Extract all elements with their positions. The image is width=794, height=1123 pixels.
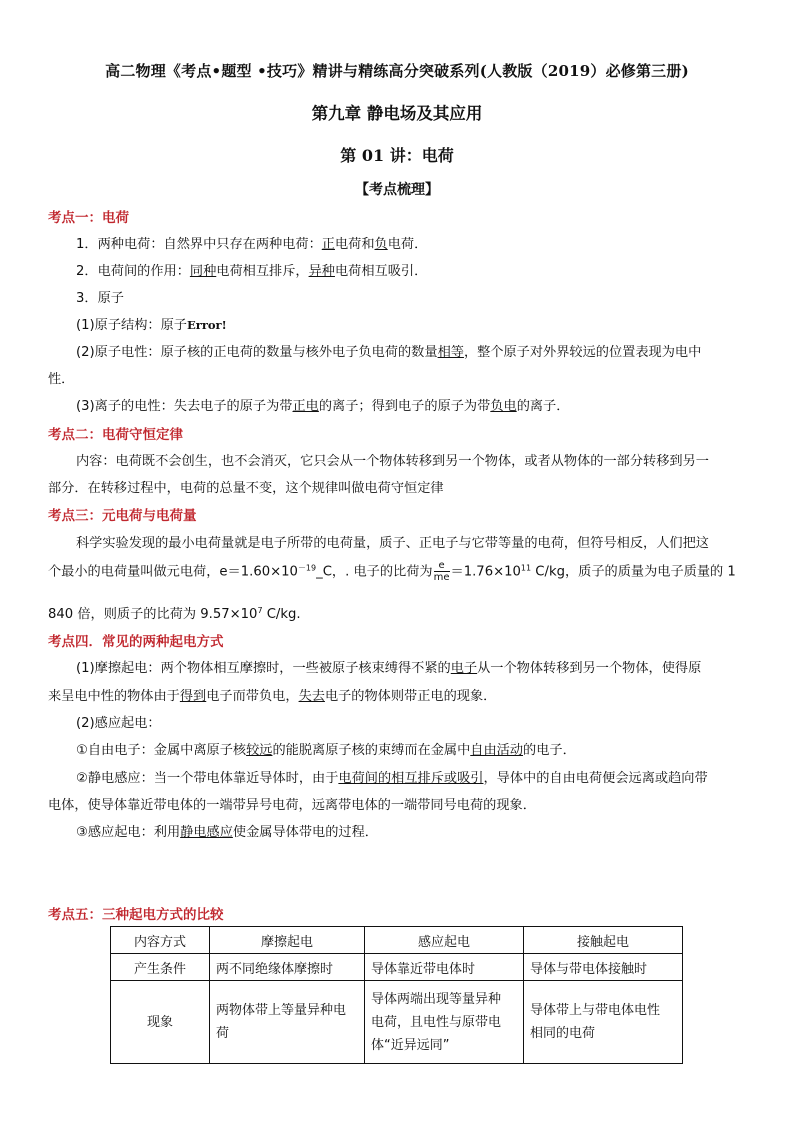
- kp3-line1: 科学实验发现的最小电荷量就是电子所带的电荷量，质子、正电子与它带等量的电荷，但符号相反，人们把这: [76, 536, 709, 551]
- kp4-heading: 考点四．常见的两种起电方式: [48, 634, 224, 650]
- table-header-cell: 感应起电: [365, 927, 524, 954]
- table-header-cell: 摩擦起电: [210, 927, 365, 954]
- chapter-title: 第九章 静电场及其应用: [311, 104, 483, 123]
- series-title: 高二物理《考点•题型 •技巧》精讲与精练高分突破系列(人教版（2019）必修第三册): [105, 62, 689, 80]
- table-header-row: [111, 927, 683, 954]
- table-cell: 产生条件: [111, 954, 210, 981]
- kp4-line5: ②静电感应：当一个带电体靠近导体时，由于电荷间的相互排斥或吸引，导体中的自由电荷便会远离或趋向带: [76, 771, 708, 786]
- kp5-heading: 考点五：三种起电方式的比较: [48, 907, 224, 923]
- kp4-line4: ①自由电子：金属中离原子核较远的能脱离原子核的束缚而在金属中自由活动的电子．: [76, 743, 576, 758]
- kp1-line2: 2．电荷间的作用：同种电荷相互排斥，异种电荷相互吸引．: [76, 264, 428, 279]
- kp1-line6: 性．: [48, 372, 75, 387]
- kp3-line2: 个最小的电荷量叫做元电荷，$e=1.60\times 10^{-19}\_C$，. 电子的比荷为 $\frac{e}{me}$ $=1.76\times 10^{11}$ C/kg，质子的质量为电子质量的 1: [48, 560, 736, 583]
- table-cell: 现象: [111, 981, 210, 1064]
- kp1-line5: (2)原子电性：原子核的正电荷的数量与核外电子负电荷的数量相等，整个原子对外界较远的位置表现为电中: [76, 345, 702, 360]
- table-header-cell: 内容方式: [111, 927, 210, 954]
- table-cell: 两不同绝缘体摩擦时: [210, 954, 365, 981]
- table-header-cell: 接触起电: [524, 927, 683, 954]
- table-cell: 导体两端出现等量异种 电荷，且电性与原带电 体“近异远同”: [365, 981, 524, 1064]
- kp4-line7: ③感应起电：利用静电感应使金属导体带电的过程．: [76, 825, 378, 840]
- kp1-line7: (3)离子的电性：失去电子的原子为带正电的离子；得到电子的原子为带负电的离子．: [76, 399, 570, 414]
- kp1-line3: 3．原子: [76, 291, 124, 306]
- kp4-line6: 电体，使导体靠近带电体的一端带异号电荷，远离带电体的一端带同号电荷的现象．: [48, 798, 536, 813]
- table-row: [111, 981, 683, 1064]
- table-row: [111, 954, 683, 981]
- table-cell: 导体带上与带电体电性 相同的电荷: [524, 981, 683, 1064]
- section-title: 【考点梳理】: [355, 182, 439, 198]
- kp1-line1: 1．两种电荷：自然界中只存在两种电荷：正电荷和负电荷．: [76, 237, 428, 252]
- kp4-line3: (2)感应起电：: [76, 716, 161, 731]
- kp2-line2: 部分．在转移过程中，电荷的总量不变，这个规律叫做电荷守恒定律: [48, 481, 444, 496]
- table-cell: 导体与带电体接触时: [524, 954, 683, 981]
- kp2-line1: 内容：电荷既不会创生，也不会消灭，它只会从一个物体转移到另一个物体，或者从物体的一部分转移到另一: [76, 454, 709, 469]
- kp2-heading: 考点二：电荷守恒定律: [48, 427, 183, 443]
- table-cell: 两物体带上等量异种电 荷: [210, 981, 365, 1064]
- kp1-line4: (1)原子结构：原子Error!: [76, 318, 227, 333]
- kp1-heading: 考点一：电荷: [48, 210, 129, 226]
- kp3-line3: 840 倍，则质子的比荷为 $9.57\times 10^7$ C/kg.: [48, 606, 301, 622]
- kp4-line1: (1)摩擦起电：两个物体相互摩擦时，一些被原子核束缚得不紧的电子从一个物体转移到另一个物体，使得原: [76, 661, 702, 676]
- lecture-title: 第 01 讲：电荷: [340, 146, 454, 165]
- comparison-table: [110, 926, 683, 1064]
- charge-to-mass-fraction: $\frac{e}{me}$: [433, 560, 450, 583]
- kp4-line2: 来呈电中性的物体由于得到电子而带负电，失去电子的物体则带正电的现象．: [48, 689, 497, 704]
- table-cell: 导体靠近带电体时: [365, 954, 524, 981]
- kp3-heading: 考点三：元电荷与电荷量: [48, 508, 197, 524]
